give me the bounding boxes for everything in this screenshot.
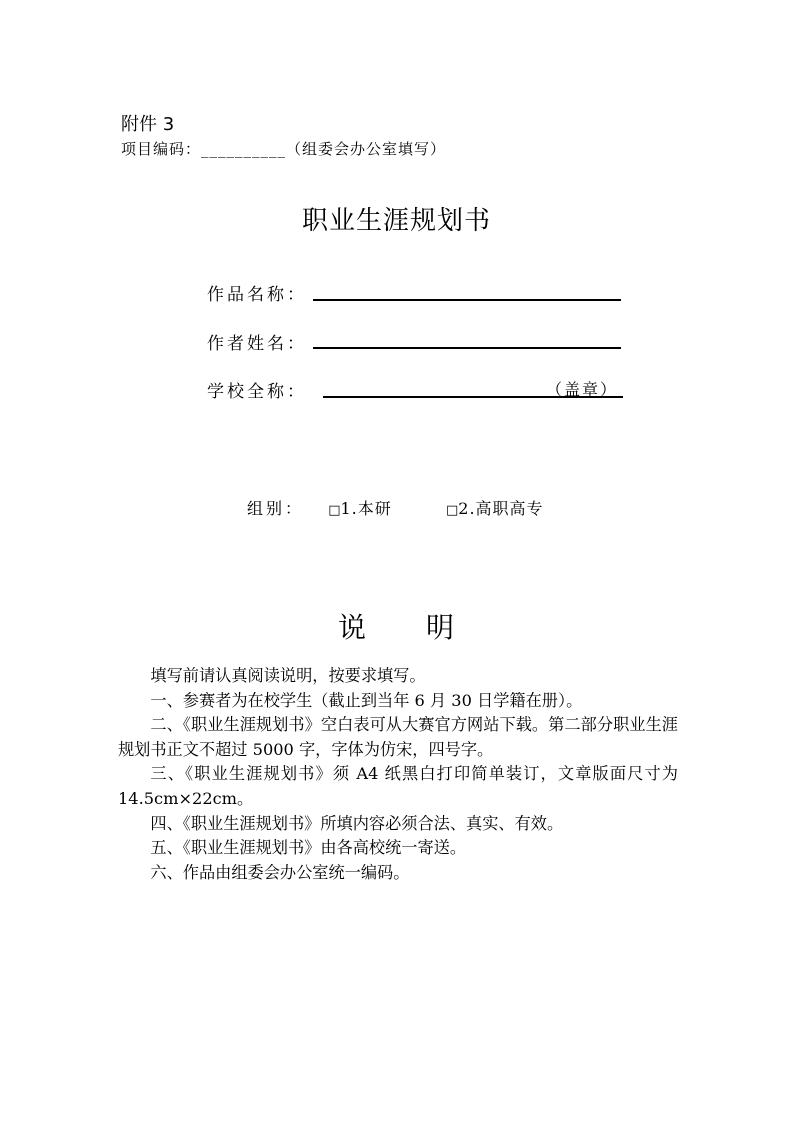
- instruction-paragraph: 二、《职业生涯规划书》空白表可从大赛官方网站下载。第二部分职业生涯规划书正文不超过 5000 字，字体为仿宋，四号字。: [118, 715, 678, 759]
- instruction-paragraph: 四、《职业生涯规划书》所填内容必须合法、真实、有效。: [150, 813, 564, 833]
- instruction-paragraph: 五、《职业生涯规划书》由各高校统一寄送。: [150, 838, 467, 858]
- work-name-label: 作品名称：: [207, 285, 307, 305]
- document-title: 职业生涯规划书: [301, 206, 491, 236]
- project-code-label: 项目编码：: [121, 140, 202, 158]
- project-code-note: （组委会办公室填写）: [286, 140, 447, 158]
- instruction-paragraph: 六、作品由组委会办公室统一编码。: [150, 862, 410, 882]
- option-2-checkbox[interactable]: □: [445, 503, 459, 518]
- instructions-title-right: 明: [426, 611, 455, 644]
- author-name-label: 作者姓名：: [207, 334, 307, 354]
- group-label: 组别：: [247, 499, 305, 518]
- attachment-label: 附件 3: [121, 114, 175, 135]
- school-name-label: 学校全称：: [207, 382, 307, 402]
- instructions-body: [118, 664, 678, 885]
- project-code-blank[interactable]: __________: [201, 140, 287, 158]
- instruction-paragraph: 三、《职业生涯规划书》须 A4 纸黑白打印简单装订，文章版面尺寸为 14.5cm×22cm。: [118, 764, 678, 808]
- option-1-checkbox[interactable]: □: [328, 503, 341, 518]
- group-row: [247, 496, 544, 519]
- instruction-paragraph: 一、参赛者为在校学生（截止到当年 6 月 30 日学籍在册）。: [150, 690, 583, 710]
- option-2-label: 2.高职高专: [458, 499, 544, 518]
- author-name-field[interactable]: [313, 347, 621, 349]
- work-name-field[interactable]: [313, 299, 621, 301]
- project-code-row: [121, 138, 446, 159]
- instructions-title: [338, 606, 454, 646]
- option-1-label: 1.本研: [340, 499, 392, 518]
- seal-note: （盖章）: [546, 380, 619, 399]
- instruction-paragraph: 填写前请认真阅读说明，按要求填写。: [150, 666, 426, 685]
- instructions-title-left: 说: [338, 611, 367, 644]
